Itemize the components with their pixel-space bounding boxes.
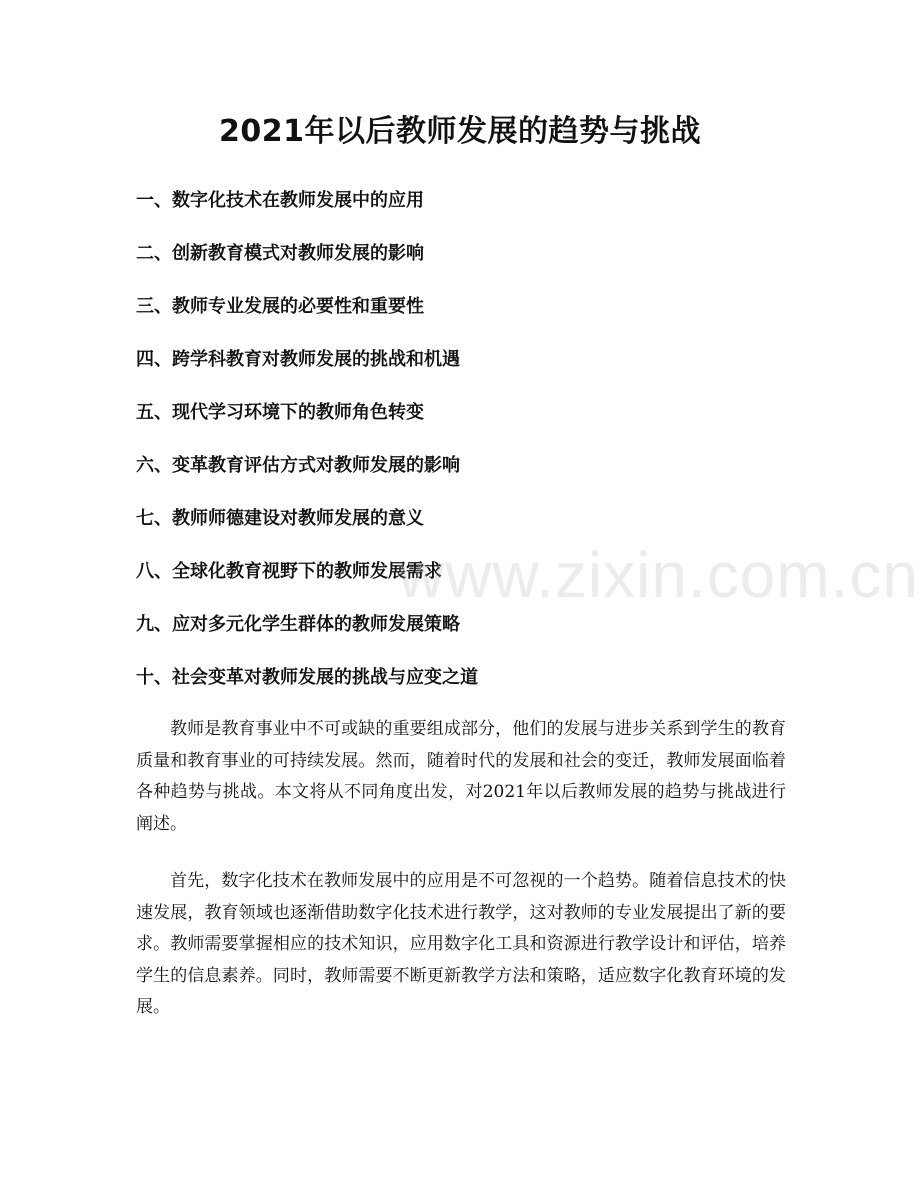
toc-item: 五、现代学习环境下的教师角色转变 [136,402,424,423]
toc-item: 三、教师专业发展的必要性和重要性 [136,296,424,317]
toc-item: 四、跨学科教育对教师发展的挑战和机遇 [136,349,460,370]
body-paragraph: 首先，数字化技术在教师发展中的应用是不可忽视的一个趋势。随着信息技术的快速发展，教育领域也逐渐借助数字化技术进行教学，这对教师的专业发展提出了新的要求。教师需要掌握相应的技术知识，应用数字化工具和资源进行教学设计和评估，培养学生的信息素养。同时，教师需要不断更新教学方法和策略，适应数字化教育环境的发展。 [136,871,786,1017]
toc-item: 八、全球化教育视野下的教师发展需求 [136,561,442,582]
toc-item: 九、应对多元化学生群体的教师发展策略 [136,614,460,635]
toc-item: 十、社会变革对教师发展的挑战与应变之道 [136,667,478,688]
document-title: 2021年以后教师发展的趋势与挑战 [219,114,701,149]
watermark: www.zixin.com.cn [398,539,919,611]
body-text [136,714,786,1050]
toc-item: 一、数字化技术在教师发展中的应用 [136,190,424,211]
body-paragraph: 教师是教育事业中不可或缺的重要组成部分，他们的发展与进步关系到学生的教育质量和教育事业的可持续发展。然而，随着时代的发展和社会的变迁，教师发展面临着各种趋势与挑战。本文将从不同角度出发，对2021年以后教师发展的趋势与挑战进行阐述。 [136,719,786,834]
toc-item: 七、教师师德建设对教师发展的意义 [136,508,424,529]
toc-item: 二、创新教育模式对教师发展的影响 [136,243,424,264]
table-of-contents [136,186,796,716]
toc-item: 六、变革教育评估方式对教师发展的影响 [136,455,460,476]
